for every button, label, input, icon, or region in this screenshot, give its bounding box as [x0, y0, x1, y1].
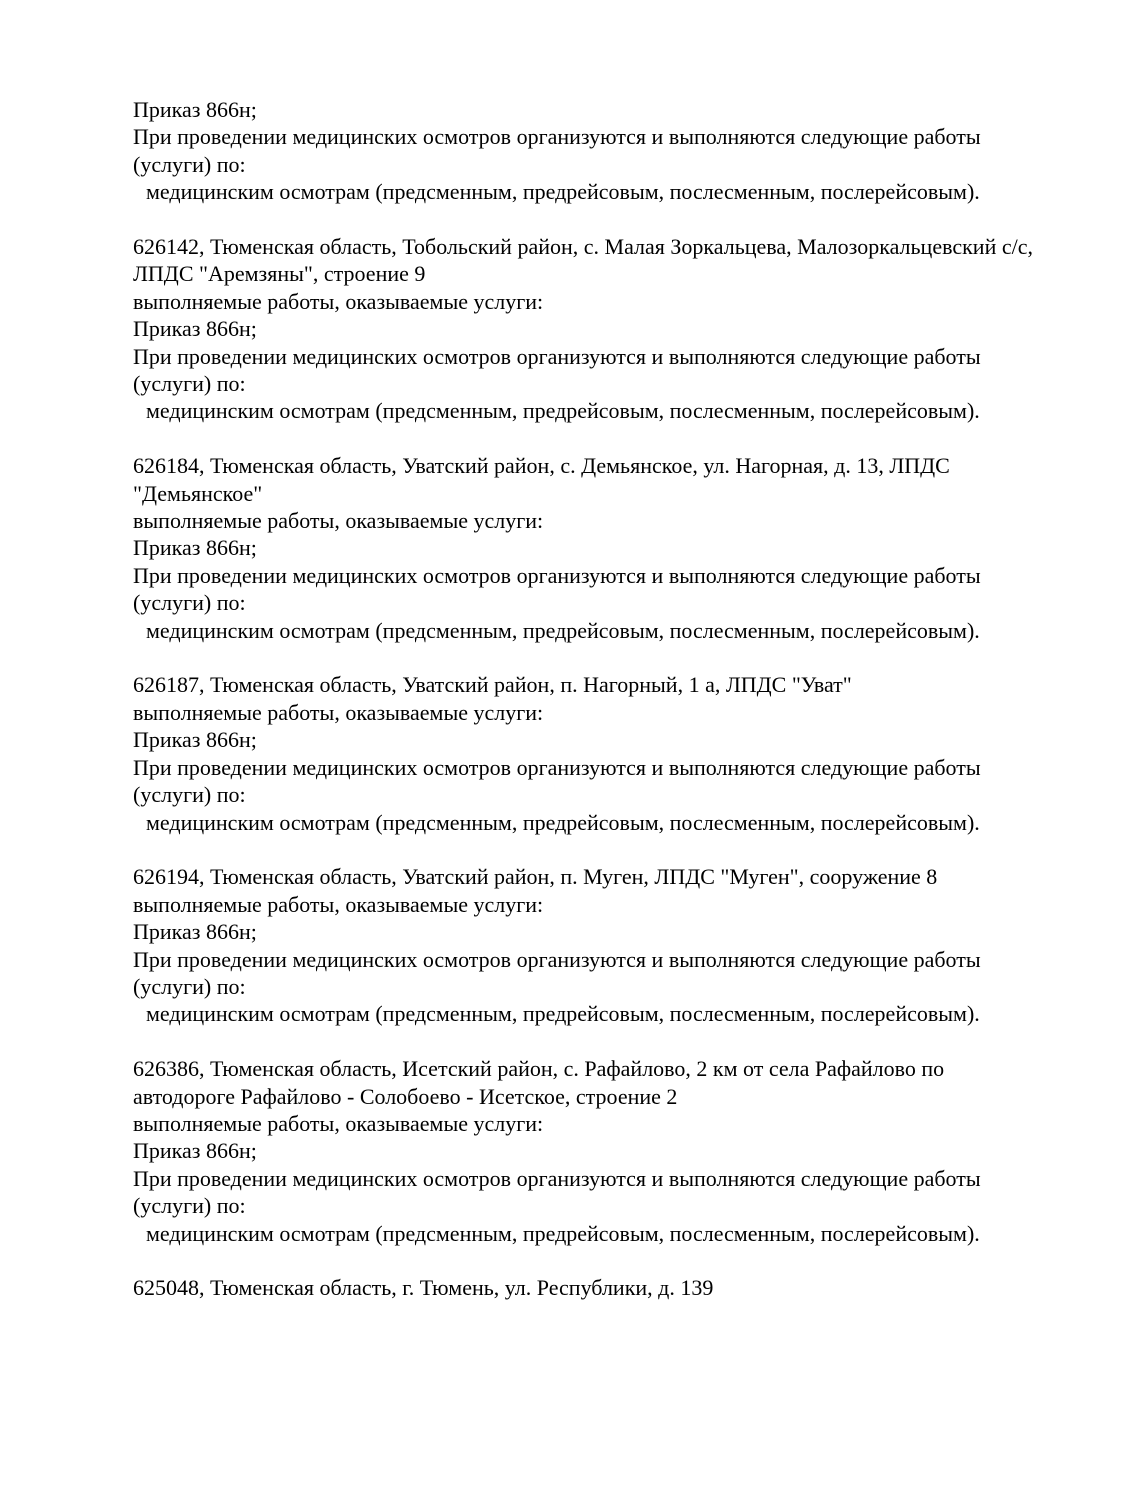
entry-block [133, 863, 1093, 1027]
text-line: При проведении медицинских осмотров организуются и выполняются следующие работы [133, 946, 981, 972]
text-line: (услуги) по: [133, 371, 246, 397]
text-line: При проведении медицинских осмотров организуются и выполняются следующие работы [133, 562, 981, 588]
text-line: выполняемые работы, оказываемые услуги: [133, 1110, 544, 1136]
text-line: Приказ 866н; [133, 1138, 257, 1164]
text-line: Приказ 866н; [133, 535, 257, 561]
text-line: ЛПДС "Аремзяны", строение 9 [133, 261, 426, 287]
text-line: При проведении медицинских осмотров организуются и выполняются следующие работы [133, 124, 981, 150]
document-content [133, 96, 1093, 1302]
text-line: 626184, Тюменская область, Уватский район, с. Демьянское, ул. Нагорная, д. 13, ЛПДС [133, 453, 950, 479]
entry-block [133, 233, 1093, 425]
text-line: медицинским осмотрам (предсменным, предрейсовым, послесменным, послерейсовым). [146, 617, 980, 643]
entry-block [133, 1055, 1093, 1247]
text-line: 626187, Тюменская область, Уватский район, п. Нагорный, 1 а, ЛПДС "Уват" [133, 672, 852, 698]
text-line: Приказ 866н; [133, 919, 257, 945]
text-line: При проведении медицинских осмотров организуются и выполняются следующие работы [133, 343, 981, 369]
text-line: При проведении медицинских осмотров организуются и выполняются следующие работы [133, 754, 981, 780]
text-line: (услуги) по: [133, 782, 246, 808]
text-line: (услуги) по: [133, 151, 246, 177]
text-line: медицинским осмотрам (предсменным, предрейсовым, послесменным, послерейсовым). [146, 179, 980, 205]
text-line: Приказ 866н; [133, 727, 257, 753]
text-line: автодороге Рафайлово - Солобоево - Исетское, строение 2 [133, 1083, 678, 1109]
text-line: (услуги) по: [133, 973, 246, 999]
text-line: выполняемые работы, оказываемые услуги: [133, 508, 544, 534]
text-line: При проведении медицинских осмотров организуются и выполняются следующие работы [133, 1165, 981, 1191]
text-line: медицинским осмотрам (предсменным, предрейсовым, послесменным, послерейсовым). [146, 809, 980, 835]
text-line: 626142, Тюменская область, Тобольский район, с. Малая Зоркальцева, Малозоркальцевский с/с, [133, 234, 1033, 260]
entry-block [133, 671, 1093, 835]
text-line: (услуги) по: [133, 590, 246, 616]
entry-block [133, 96, 1093, 206]
text-line: 626386, Тюменская область, Исетский район, с. Рафайлово, 2 км от села Рафайлово по [133, 1056, 945, 1082]
entry-block [133, 1274, 1093, 1301]
text-line: выполняемые работы, оказываемые услуги: [133, 699, 544, 725]
text-line: выполняемые работы, оказываемые услуги: [133, 288, 544, 314]
entry-block [133, 452, 1093, 644]
text-line: "Демьянское" [133, 480, 263, 506]
text-line: Приказ 866н; [133, 97, 257, 122]
text-line: 626194, Тюменская область, Уватский район, п. Муген, ЛПДС "Муген", сооружение 8 [133, 864, 938, 890]
text-line: медицинским осмотрам (предсменным, предрейсовым, послесменным, послерейсовым). [146, 1001, 980, 1027]
text-line: медицинским осмотрам (предсменным, предрейсовым, послесменным, послерейсовым). [146, 1220, 980, 1246]
text-line: Приказ 866н; [133, 316, 257, 342]
text-line: выполняемые работы, оказываемые услуги: [133, 891, 544, 917]
text-line: (услуги) по: [133, 1193, 246, 1219]
text-line: медицинским осмотрам (предсменным, предрейсовым, послесменным, послерейсовым). [146, 398, 980, 424]
text-line: 625048, Тюменская область, г. Тюмень, ул. Республики, д. 139 [133, 1275, 714, 1301]
